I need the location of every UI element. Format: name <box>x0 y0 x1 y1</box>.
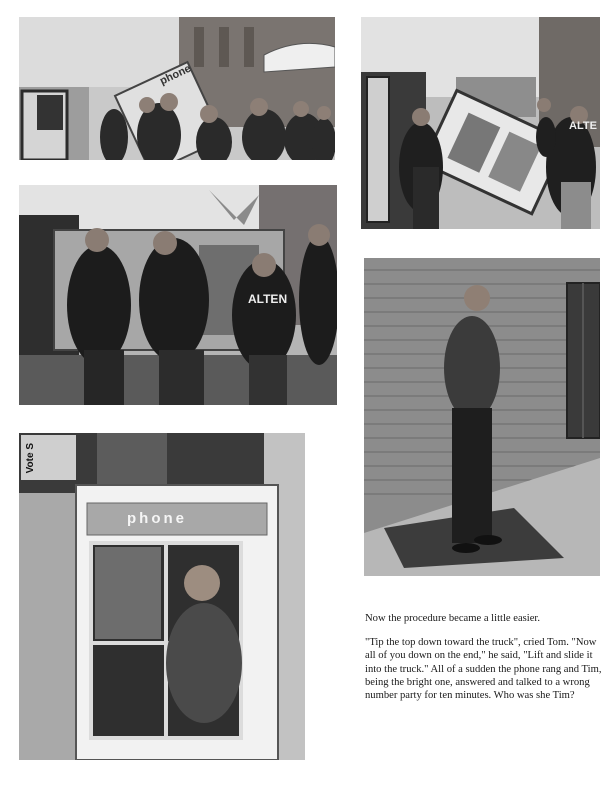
photo-student-in-booth <box>19 433 305 760</box>
photo-booth-tilted <box>361 17 600 229</box>
caption <box>365 612 605 713</box>
jacket-lettering: ALTE <box>569 120 597 132</box>
photo-booth-lifted <box>19 185 337 405</box>
caption-line-1: Now the procedure became a little easier. <box>365 613 541 624</box>
jacket-lettering: ALTEN <box>248 292 288 306</box>
poster-text: Vote S <box>25 443 36 474</box>
booth-sign: phone <box>127 510 187 527</box>
photo-booth-on-truck <box>19 17 335 160</box>
booth-sign: phone <box>158 62 193 88</box>
caption-paragraph: "Tip the top down toward the truck", cried Tom. "Now all of you down on the end," he said, "Lift and slide it into the truck." All of a sudden the phone rang and Tim, being the bright one, answered and talked to a wrong number party for ten minutes. Who was she Tim? <box>365 637 602 702</box>
photo-student-on-phone-brick-wall <box>364 258 600 576</box>
